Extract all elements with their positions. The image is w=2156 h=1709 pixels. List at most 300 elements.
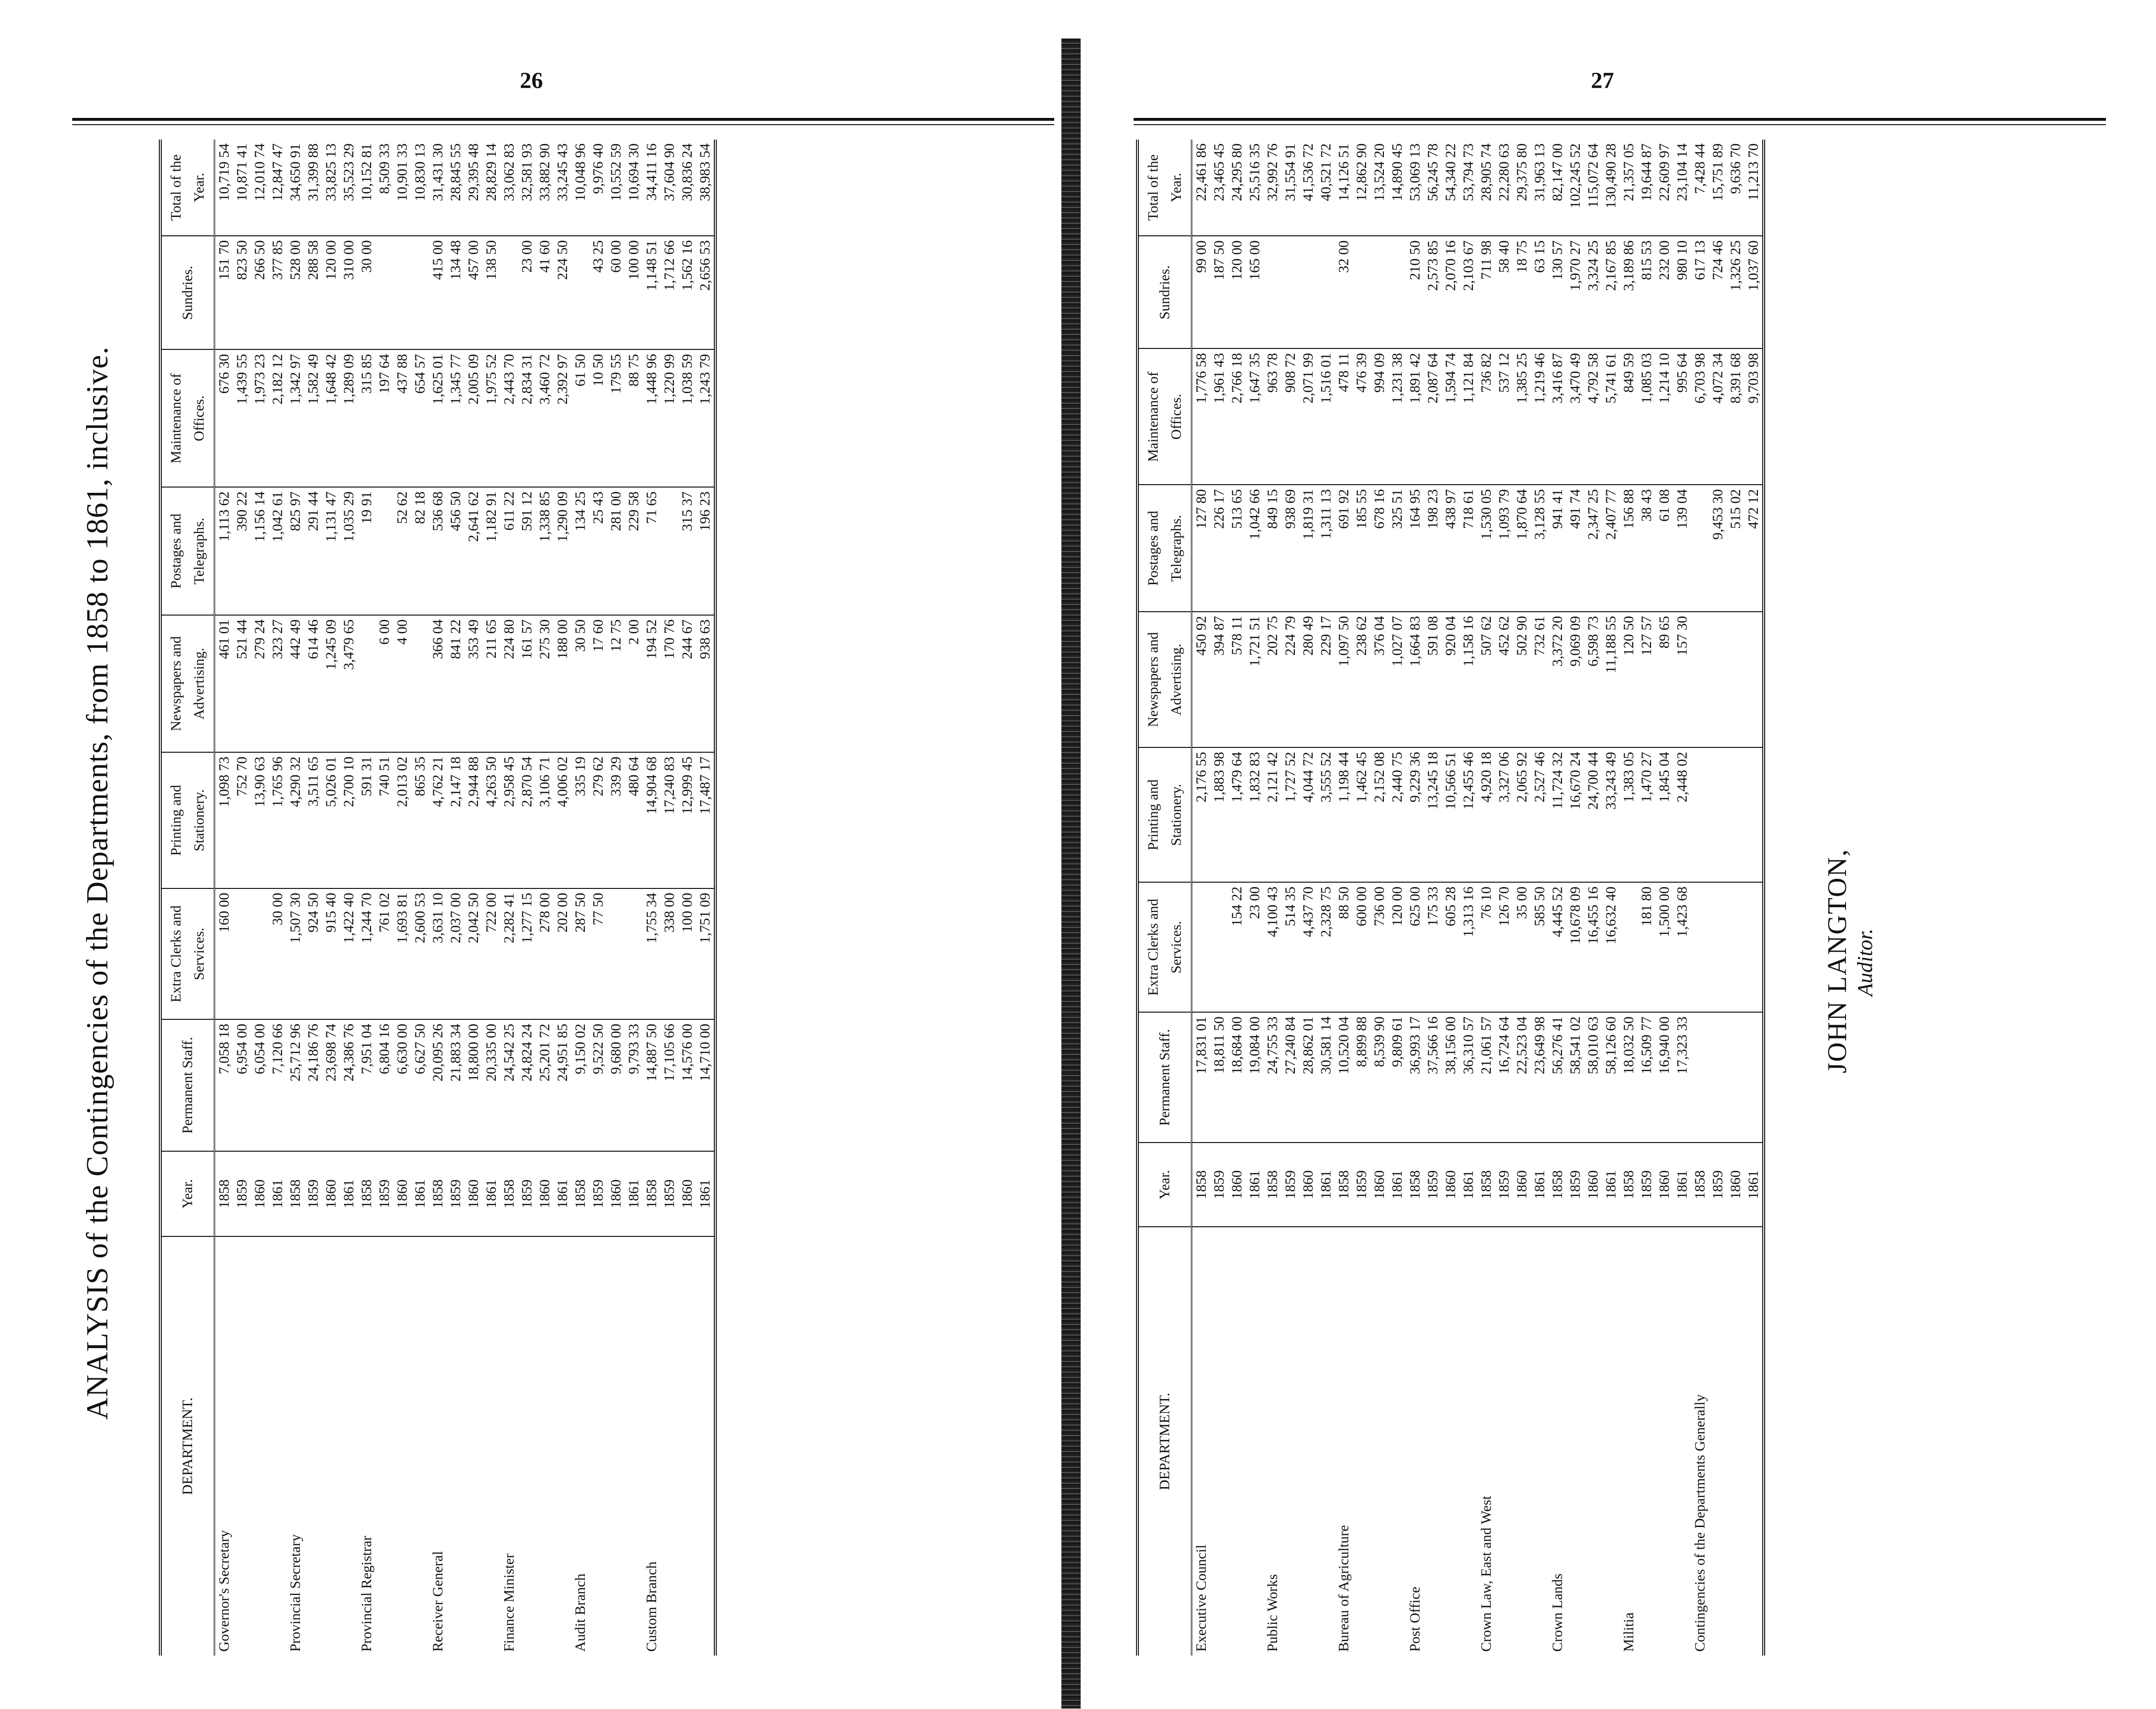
cell-sundries: 2,167 85: [1602, 236, 1620, 348]
cell-printing: 16,670 24: [1566, 747, 1584, 882]
cell-year: 1858: [1620, 1143, 1638, 1227]
cell-printing: 1,479 64: [1228, 747, 1246, 882]
cell-sundries: 1,148 51: [643, 236, 660, 349]
cell-permanent: [1709, 1012, 1727, 1143]
cell-maintenance: 179 55: [607, 349, 625, 487]
cell-extra: 924 50: [304, 888, 322, 1019]
cell-newspapers: 502 90: [1513, 612, 1531, 747]
cell-newspapers: 732 61: [1531, 612, 1549, 747]
cell-year: 1858: [286, 1151, 304, 1236]
cell-maintenance: 1,625 01: [429, 349, 447, 487]
cell-maintenance: 2,443 70: [500, 349, 518, 487]
cell-maintenance: 1,220 99: [660, 349, 678, 487]
cell-postages: 1,093 79: [1495, 485, 1513, 611]
cell-year: 1861: [482, 1151, 500, 1236]
cell-maintenance: 3,470 49: [1566, 348, 1584, 485]
cell-total: 33,825 13: [322, 140, 340, 236]
cell-sundries: 617 13: [1691, 236, 1709, 348]
cell-sundries: 528 00: [286, 236, 304, 349]
cell-permanent: 58,541 02: [1566, 1012, 1584, 1143]
cell-permanent: 24,186 76: [304, 1019, 322, 1151]
cell-newspapers: 461 01: [215, 615, 233, 752]
cell-sundries: [571, 236, 589, 349]
cell-dept: [304, 1236, 322, 1656]
cell-dept: [375, 1236, 393, 1656]
cell-year: 1859: [1638, 1143, 1655, 1227]
table-row: [1442, 140, 1459, 1656]
cell-dept: [1353, 1227, 1370, 1656]
cell-newspapers: 920 04: [1442, 612, 1459, 747]
cell-permanent: 10,520 04: [1335, 1012, 1353, 1143]
cell-postages: 1,042 66: [1246, 485, 1264, 611]
table-row: [1549, 140, 1566, 1656]
cell-total: 12,847 47: [269, 140, 286, 236]
cell-permanent: 24,824 24: [518, 1019, 536, 1151]
cell-maintenance: 1,342 97: [286, 349, 304, 487]
right-table-wrap: [1136, 140, 1765, 1656]
cell-year: 1858: [429, 1151, 447, 1236]
cell-newspapers: [411, 615, 429, 752]
cell-printing: 33,243 49: [1602, 747, 1620, 882]
cell-maintenance: 1,243 79: [696, 349, 715, 487]
cell-printing: 13,90 63: [251, 752, 269, 888]
cell-printing: 1,845 04: [1655, 747, 1673, 882]
cell-maintenance: 1,085 03: [1638, 348, 1655, 485]
table-row: [589, 140, 607, 1656]
cell-dept: Finance Minister: [501, 1553, 517, 1652]
cell-year: 1860: [393, 1151, 411, 1236]
table-row: [1495, 140, 1513, 1656]
cell-year: 1860: [1370, 1143, 1388, 1227]
cell-maintenance: 963 78: [1264, 348, 1281, 485]
cell-printing: 2,013 02: [393, 752, 411, 888]
cell-maintenance: 2,392 97: [554, 349, 571, 487]
cell-dept: [251, 1236, 269, 1656]
cell-permanent: 6,627 50: [411, 1019, 429, 1151]
cell-sundries: 724 46: [1709, 236, 1727, 348]
cell-permanent: 36,310 57: [1459, 1012, 1477, 1143]
cell-year: 1859: [233, 1151, 251, 1236]
cell-postages: 38 43: [1638, 485, 1655, 611]
cell-year: 1858: [1406, 1143, 1424, 1227]
table-row: [1459, 140, 1477, 1656]
cell-printing: 2,870 54: [518, 752, 536, 888]
cell-sundries: 415 00: [429, 236, 447, 349]
cell-printing: 12,455 46: [1459, 747, 1477, 882]
cell-sundries: 232 00: [1655, 236, 1673, 348]
left-page: [0, 0, 1061, 1709]
cell-newspapers: [1691, 612, 1709, 747]
cell-maintenance: 1,231 38: [1388, 348, 1406, 485]
cell-sundries: 1,712 66: [660, 236, 678, 349]
header-rule: [72, 118, 1054, 121]
cell-newspapers: 442 49: [286, 615, 304, 752]
cell-printing: 1,765 96: [269, 752, 286, 888]
cell-printing: 2,700 10: [340, 752, 358, 888]
cell-permanent: 25,712 96: [286, 1019, 304, 1151]
cell-permanent: 58,010 63: [1584, 1012, 1602, 1143]
cell-newspapers: 1,097 50: [1335, 612, 1353, 747]
cell-year: 1858: [500, 1151, 518, 1236]
cell-total: 31,431 30: [429, 140, 447, 236]
cell-total: 33,245 43: [554, 140, 571, 236]
cell-newspapers: 452 62: [1495, 612, 1513, 747]
cell-postages: 2,347 25: [1584, 485, 1602, 611]
cell-postages: 515 02: [1727, 485, 1744, 611]
cell-total: 7,428 44: [1691, 140, 1709, 236]
cell-postages: [375, 487, 393, 615]
cell-sundries: 1,037 60: [1744, 236, 1764, 348]
col-header-permanent: Permanent Staff.: [160, 1019, 215, 1151]
header-rule-thin: [72, 124, 1054, 125]
cell-sundries: 30 00: [358, 236, 375, 349]
cell-sundries: [1317, 236, 1335, 348]
cell-dept: [1495, 1227, 1513, 1656]
cell-total: 32,992 76: [1264, 140, 1281, 236]
cell-dept: [1459, 1227, 1477, 1656]
cell-dept: [1281, 1227, 1299, 1656]
cell-year: 1861: [696, 1151, 715, 1236]
cell-newspapers: 89 65: [1655, 612, 1673, 747]
cell-extra: [233, 888, 251, 1019]
cell-printing: 480 64: [625, 752, 643, 888]
cell-permanent: 16,509 77: [1638, 1012, 1655, 1143]
cell-sundries: 3,189 86: [1620, 236, 1638, 348]
table-row: [286, 140, 304, 1656]
cell-total: 15,751 89: [1709, 140, 1727, 236]
cell-printing: [1691, 747, 1709, 882]
cell-total: 34,650 91: [286, 140, 304, 236]
cell-postages: 52 62: [393, 487, 411, 615]
cell-dept: [1602, 1227, 1620, 1656]
cell-year: 1859: [589, 1151, 607, 1236]
cell-postages: 472 12: [1744, 485, 1764, 611]
cell-extra: 2,042 50: [465, 888, 482, 1019]
table-row: [1727, 140, 1744, 1656]
cell-printing: 2,147 18: [447, 752, 465, 888]
cell-extra: [1691, 882, 1709, 1012]
cell-postages: 134 25: [571, 487, 589, 615]
col-header-printing: Printing and Stationery.: [160, 752, 215, 888]
cell-permanent: 24,542 25: [500, 1019, 518, 1151]
cell-total: 19,644 87: [1638, 140, 1655, 236]
cell-newspapers: 127 57: [1638, 612, 1655, 747]
cell-year: 1859: [304, 1151, 322, 1236]
cell-total: 12,010 74: [251, 140, 269, 236]
cell-total: 10,830 13: [411, 140, 429, 236]
table-row: [1424, 140, 1442, 1656]
cell-permanent: 22,523 04: [1513, 1012, 1531, 1143]
cell-printing: 1,198 44: [1335, 747, 1353, 882]
cell-total: 82,147 00: [1549, 140, 1566, 236]
cell-newspapers: 507 62: [1477, 612, 1495, 747]
cell-dept: [482, 1236, 500, 1656]
cell-permanent: 9,793 33: [625, 1019, 643, 1151]
cell-total: 14,890 45: [1388, 140, 1406, 236]
col-header-postages: Postages and Telegraphs.: [1137, 485, 1192, 611]
cell-newspapers: 224 79: [1281, 612, 1299, 747]
cell-dept: [1210, 1227, 1228, 1656]
cell-year: 1859: [447, 1151, 465, 1236]
cell-total: 21,357 05: [1620, 140, 1638, 236]
cell-postages: 513 65: [1228, 485, 1246, 611]
cell-sundries: [393, 236, 411, 349]
cell-dept: [393, 1236, 411, 1656]
cell-permanent: [1727, 1012, 1744, 1143]
cell-total: 53,069 13: [1406, 140, 1424, 236]
cell-dept: [1228, 1227, 1246, 1656]
table-row: [375, 140, 393, 1656]
cell-total: 10,694 30: [625, 140, 643, 236]
table-row: [660, 140, 678, 1656]
cell-printing: 4,920 18: [1477, 747, 1495, 882]
col-header-sundries: Sundries.: [1137, 236, 1192, 348]
col-header-year: Year.: [1137, 1143, 1192, 1227]
cell-total: 130,490 28: [1602, 140, 1620, 236]
cell-permanent: 9,522 50: [589, 1019, 607, 1151]
cell-dept: [1388, 1227, 1406, 1656]
cell-extra: [1744, 882, 1764, 1012]
cell-total: 22,461 86: [1192, 140, 1211, 236]
cell-extra: 1,277 15: [518, 888, 536, 1019]
cell-sundries: 224 50: [554, 236, 571, 349]
table-row: [1691, 140, 1709, 1656]
cell-year: 1858: [215, 1151, 233, 1236]
cell-printing: 1,883 98: [1210, 747, 1228, 882]
cell-total: 13,524 20: [1370, 140, 1388, 236]
cell-maintenance: 2,182 12: [269, 349, 286, 487]
cell-permanent: 6,054 00: [251, 1019, 269, 1151]
cell-printing: 1,727 52: [1281, 747, 1299, 882]
cell-permanent: 27,240 84: [1281, 1012, 1299, 1143]
cell-total: 24,295 80: [1228, 140, 1246, 236]
cell-extra: 278 00: [536, 888, 554, 1019]
cell-year: 1859: [518, 1151, 536, 1236]
cell-extra: 605 28: [1442, 882, 1459, 1012]
cell-newspapers: 120 50: [1620, 612, 1638, 747]
cell-dept: Bureau of Agriculture: [1335, 1525, 1352, 1652]
cell-dept: Post Office: [1407, 1586, 1423, 1652]
cell-total: 54,340 22: [1442, 140, 1459, 236]
cell-year: 1860: [1727, 1143, 1744, 1227]
cell-newspapers: 323 27: [269, 615, 286, 752]
cell-dept: Audit Branch: [572, 1573, 588, 1652]
cell-sundries: 377 85: [269, 236, 286, 349]
cell-newspapers: 279 24: [251, 615, 269, 752]
cell-printing: 2,958 45: [500, 752, 518, 888]
table-row: [1566, 140, 1584, 1656]
cell-year: 1858: [1192, 1143, 1211, 1227]
cell-maintenance: 1,214 10: [1655, 348, 1673, 485]
table-row: [518, 140, 536, 1656]
col-header-sundries: Sundries.: [160, 236, 215, 349]
cell-maintenance: 3,416 87: [1549, 348, 1566, 485]
table-row: [304, 140, 322, 1656]
cell-maintenance: 3,460 72: [536, 349, 554, 487]
cell-permanent: 9,150 02: [571, 1019, 589, 1151]
cell-newspapers: 353 49: [465, 615, 482, 752]
cell-printing: 2,440 75: [1388, 747, 1406, 882]
cell-total: 40,521 72: [1317, 140, 1335, 236]
page-number: 27: [1591, 68, 1614, 93]
cell-dept: [589, 1236, 607, 1656]
cell-permanent: 16,940 00: [1655, 1012, 1673, 1143]
cell-year: 1860: [1228, 1143, 1246, 1227]
cell-extra: 4,445 52: [1549, 882, 1566, 1012]
cell-permanent: 28,862 01: [1299, 1012, 1317, 1143]
cell-year: 1858: [1691, 1143, 1709, 1227]
table-row: [1228, 140, 1246, 1656]
header-rule-thin: [1134, 124, 2106, 125]
cell-year: 1860: [251, 1151, 269, 1236]
cell-postages: 1,113 62: [215, 487, 233, 615]
table-row: [393, 140, 411, 1656]
cell-extra: 175 33: [1424, 882, 1442, 1012]
cell-dept: [696, 1236, 715, 1656]
cell-permanent: 9,809 61: [1388, 1012, 1406, 1143]
cell-extra: 23 00: [1246, 882, 1264, 1012]
cell-total: 34,411 16: [643, 140, 660, 236]
cell-extra: 10,678 09: [1566, 882, 1584, 1012]
cell-permanent: 17,831 01: [1192, 1012, 1211, 1143]
table-row: [1602, 140, 1620, 1656]
cell-newspapers: 450 92: [1192, 612, 1211, 747]
cell-extra: 1,500 00: [1655, 882, 1673, 1012]
cell-maintenance: 736 82: [1477, 348, 1495, 485]
right-analysis-table: [1136, 140, 1765, 1656]
cell-dept: Executive Council: [1193, 1544, 1209, 1652]
cell-total: 14,126 51: [1335, 140, 1353, 236]
cell-permanent: 36,993 17: [1406, 1012, 1424, 1143]
cell-newspapers: [358, 615, 375, 752]
cell-maintenance: 1,891 42: [1406, 348, 1424, 485]
table-row: [1264, 140, 1281, 1656]
cell-year: 1860: [1513, 1143, 1531, 1227]
cell-printing: 2,065 92: [1513, 747, 1531, 882]
cell-postages: 938 69: [1281, 485, 1299, 611]
cell-permanent: 21,883 34: [447, 1019, 465, 1151]
cell-extra: 1,507 30: [286, 888, 304, 1019]
cell-printing: 2,944 88: [465, 752, 482, 888]
cell-total: 10,719 54: [215, 140, 233, 236]
cell-maintenance: 4,792 58: [1584, 348, 1602, 485]
cell-postages: 82 18: [411, 487, 429, 615]
cell-printing: 10,566 51: [1442, 747, 1459, 882]
cell-permanent: 7,120 66: [269, 1019, 286, 1151]
cell-postages: 1,530 05: [1477, 485, 1495, 611]
cell-postages: [660, 487, 678, 615]
cell-year: 1861: [1531, 1143, 1549, 1227]
cell-extra: 736 00: [1370, 882, 1388, 1012]
cell-dept: [1442, 1227, 1459, 1656]
cell-printing: 13,245 18: [1424, 747, 1442, 882]
cell-total: 35,523 29: [340, 140, 358, 236]
cell-sundries: [1299, 236, 1317, 348]
table-row: [500, 140, 518, 1656]
cell-total: 31,554 91: [1281, 140, 1299, 236]
cell-sundries: 1,562 16: [678, 236, 696, 349]
cell-postages: 591 12: [518, 487, 536, 615]
cell-year: 1860: [1299, 1143, 1317, 1227]
cell-maintenance: 1,345 77: [447, 349, 465, 487]
table-row: [1406, 140, 1424, 1656]
cell-sundries: 288 58: [304, 236, 322, 349]
cell-extra: 181 80: [1638, 882, 1655, 1012]
cell-year: 1861: [411, 1151, 429, 1236]
cell-maintenance: 88 75: [625, 349, 643, 487]
cell-sundries: 151 70: [215, 236, 233, 349]
cell-postages: 25 43: [589, 487, 607, 615]
cell-dept: [340, 1236, 358, 1656]
cell-printing: 2,448 02: [1673, 747, 1691, 882]
cell-postages: 185 55: [1353, 485, 1370, 611]
cell-maintenance: 995 64: [1673, 348, 1691, 485]
table-row: [322, 140, 340, 1656]
cell-extra: 761 02: [375, 888, 393, 1019]
cell-extra: 2,037 00: [447, 888, 465, 1019]
table-row: [1655, 140, 1673, 1656]
table-row: [625, 140, 643, 1656]
cell-year: 1860: [1584, 1143, 1602, 1227]
cell-extra: 1,244 70: [358, 888, 375, 1019]
cell-maintenance: 1,975 52: [482, 349, 500, 487]
cell-total: 25,516 35: [1246, 140, 1264, 236]
cell-sundries: 310 00: [340, 236, 358, 349]
cell-printing: 4,290 32: [286, 752, 304, 888]
cell-dept: [233, 1236, 251, 1656]
cell-sundries: 210 50: [1406, 236, 1424, 348]
cell-maintenance: 2,834 31: [518, 349, 536, 487]
cell-sundries: 2,656 53: [696, 236, 715, 349]
cell-year: 1860: [1655, 1143, 1673, 1227]
cell-maintenance: 1,385 25: [1513, 348, 1531, 485]
cell-year: 1858: [1549, 1143, 1566, 1227]
cell-postages: 9,453 30: [1709, 485, 1727, 611]
cell-total: 22,609 97: [1655, 140, 1673, 236]
cell-postages: 1,131 47: [322, 487, 340, 615]
cell-dept: [1317, 1227, 1335, 1656]
cell-total: 37,604 90: [660, 140, 678, 236]
cell-postages: 2,641 62: [465, 487, 482, 615]
cell-printing: 339 29: [607, 752, 625, 888]
cell-postages: 2,407 77: [1602, 485, 1620, 611]
cell-year: 1859: [1566, 1143, 1584, 1227]
cell-permanent: 6,804 16: [375, 1019, 393, 1151]
cell-extra: 2,282 41: [500, 888, 518, 1019]
col-header-department: DEPARTMENT.: [1137, 1227, 1192, 1656]
cell-total: 29,395 48: [465, 140, 482, 236]
table-row: [696, 140, 715, 1656]
table-row: [1317, 140, 1335, 1656]
col-header-printing: Printing and Stationery.: [1137, 747, 1192, 882]
cell-postages: 226 17: [1210, 485, 1228, 611]
signature-role: Auditor.: [1853, 928, 1877, 996]
cell-postages: 281 00: [607, 487, 625, 615]
cell-permanent: 17,323 33: [1673, 1012, 1691, 1143]
col-header-total: Total of the Year.: [160, 140, 215, 236]
cell-extra: 2,328 75: [1317, 882, 1335, 1012]
cell-sundries: 120 00: [322, 236, 340, 349]
cell-sundries: 2,070 16: [1442, 236, 1459, 348]
col-header-extra: Extra Clerks and Services.: [160, 888, 215, 1019]
cell-printing: 17,487 17: [696, 752, 715, 888]
cell-newspapers: 229 17: [1317, 612, 1335, 747]
cell-year: 1860: [465, 1151, 482, 1236]
cell-dept: [518, 1236, 536, 1656]
cell-dept: Receiver General: [429, 1551, 446, 1652]
cell-year: 1860: [1442, 1143, 1459, 1227]
cell-permanent: 23,698 74: [322, 1019, 340, 1151]
